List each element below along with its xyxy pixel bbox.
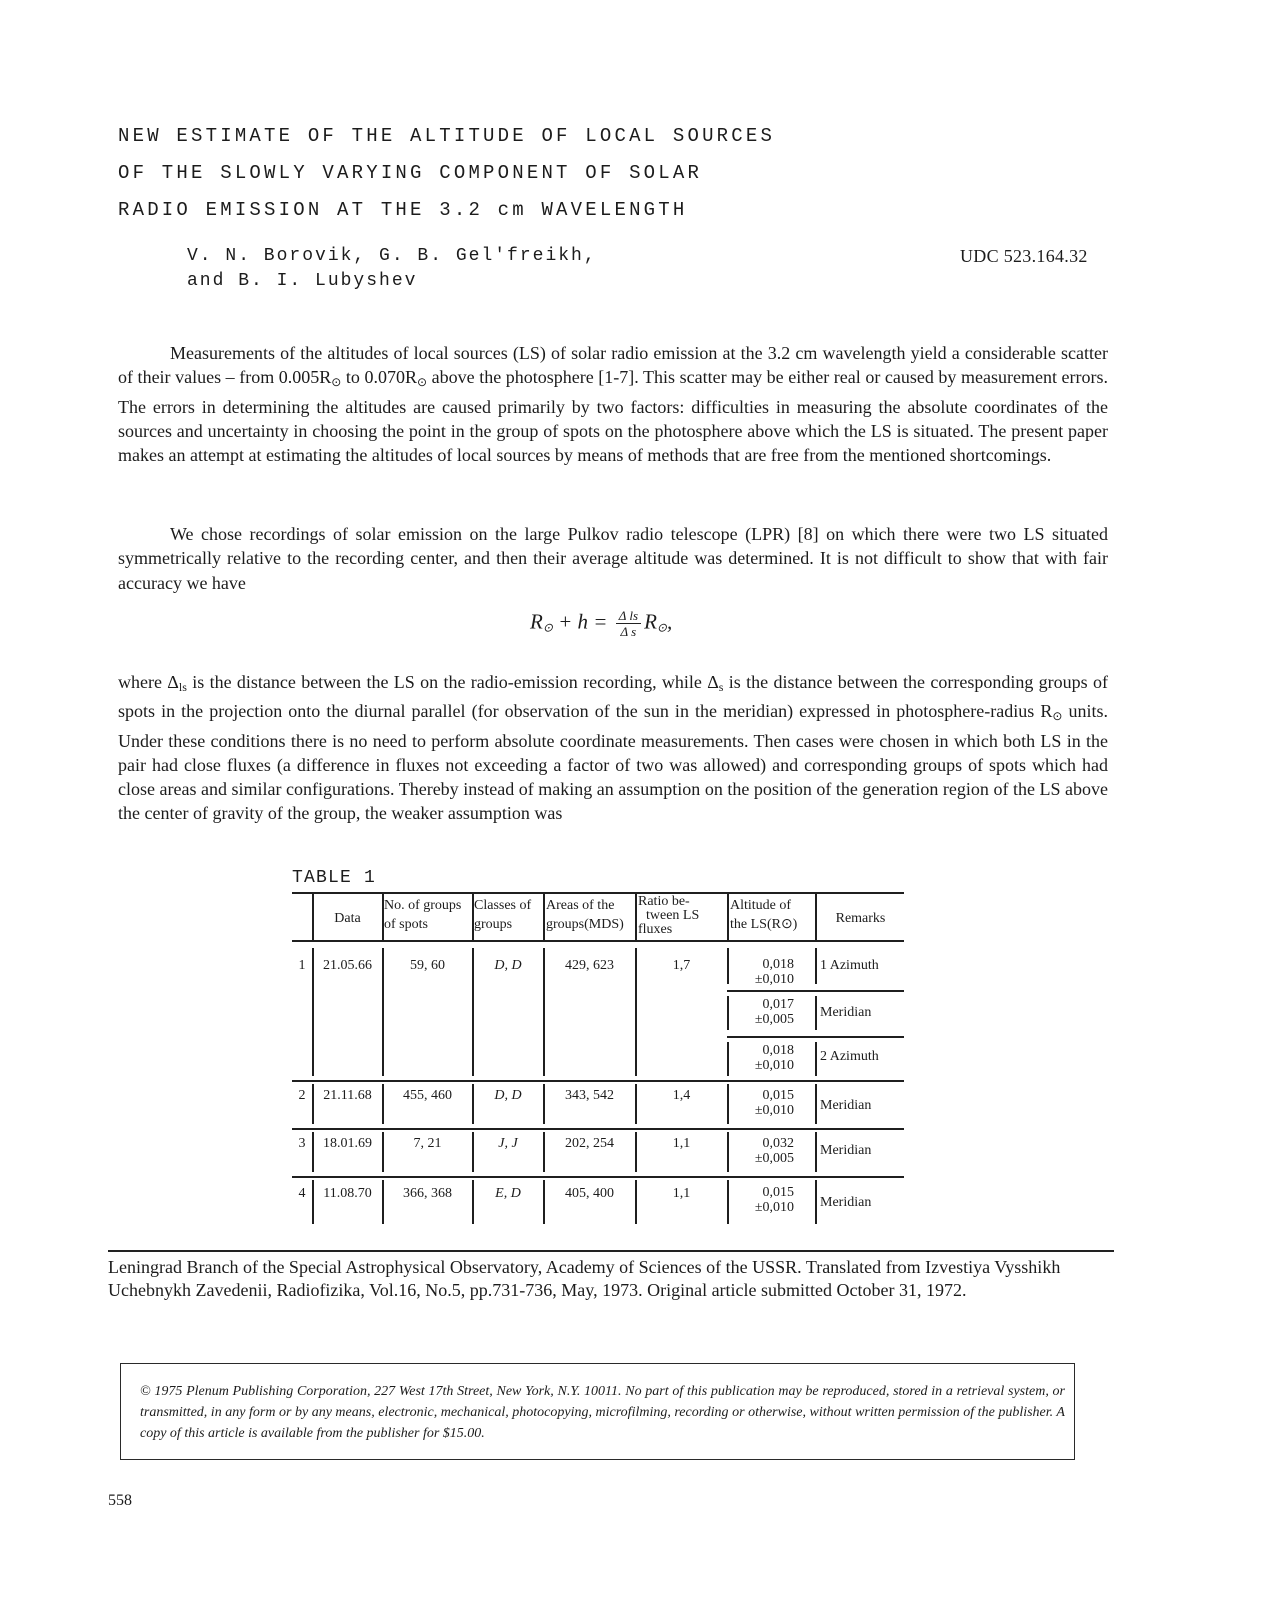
header-data: Data (334, 911, 361, 926)
row-2-number: 2 (298, 1088, 306, 1103)
row-4-groups: 366, 368 (403, 1186, 452, 1201)
header-remarks: Remarks (835, 911, 886, 926)
header-groups (384, 898, 474, 933)
equation-middle: + h = (552, 609, 613, 634)
authors-line-1: V. N. Borovik, G. B. Gel'freikh, (187, 246, 597, 266)
page-number: 558 (108, 1492, 132, 1509)
fraction-numerator: Δ ls (616, 608, 641, 624)
row-3-classes: J, J (498, 1136, 518, 1151)
udc-code: UDC 523.164.32 (960, 246, 1088, 266)
row-2-groups: 455, 460 (403, 1088, 452, 1103)
row-2-remark: Meridian (820, 1098, 872, 1113)
fraction-denominator: Δ s (620, 624, 637, 639)
row-4-classes: E, D (495, 1186, 521, 1201)
table-caption: TABLE 1 (292, 868, 377, 888)
row-2-date: 21.11.68 (323, 1088, 372, 1103)
row-4-altitude (728, 1185, 816, 1215)
altitude-value: 0,017 (762, 997, 794, 1012)
row-3-remark: Meridian (820, 1143, 872, 1158)
row-1b-remark: Meridian (820, 1005, 872, 1020)
altitude-error: ±0,010 (754, 1058, 794, 1073)
equation-end: , (666, 609, 673, 634)
paragraph-1-part-b: to 0.070R (341, 367, 418, 388)
row-2-ratio: 1,4 (672, 1088, 691, 1103)
header-altitude-line-1: Altitude of (730, 898, 792, 913)
equation (530, 608, 672, 639)
row-1-classes: D, D (494, 958, 522, 973)
subscript-s: s (718, 680, 724, 694)
equation-fraction (616, 608, 641, 639)
table-row-rule (292, 1128, 904, 1130)
paragraph-3-part-a: where Δ (118, 672, 179, 692)
row-1-date: 21.05.66 (323, 958, 372, 973)
header-areas-line-2: groups(MDS) (546, 917, 624, 932)
row-1-ratio: 1,7 (672, 958, 691, 973)
header-classes-line-2: groups (474, 917, 513, 932)
paragraph-3 (118, 670, 1108, 826)
row-4-number: 4 (298, 1186, 306, 1201)
header-areas (546, 898, 636, 933)
paragraph-1 (118, 341, 1108, 467)
row-1-groups: 59, 60 (410, 958, 445, 973)
row-1-number: 1 (298, 958, 306, 973)
title-line-1: NEW ESTIMATE OF THE ALTITUDE OF LOCAL SOURCES (118, 125, 776, 147)
table-top-rule (292, 892, 904, 894)
authors-line-2: and B. I. Lubyshev (187, 271, 418, 291)
paragraph-3-part-c: is the distance between the corresponding groups of spots in the projection onto the diurnal parallel (for observation of the sun in the meridian) expressed in photosphere-radius R (118, 672, 1108, 722)
row-3-date: 18.01.69 (323, 1136, 372, 1151)
authors (187, 244, 597, 294)
header-altitude (730, 898, 816, 933)
sun-symbol: ⊙ (331, 375, 342, 390)
header-ratio-line-2: tween LS (646, 908, 700, 923)
paragraph-3-part-d: units. Under these conditions there is no need to perform absolute coordinate measurements. Then cases were chosen in which both LS in the pair had close fluxes (a difference in fluxes not exceeding a factor of two was allowed) and corresponding groups of spots which had close areas and similar configurations. Thereby instead of making an assumption on the position of the generation region of the LS above the center of gravity of the group, the weaker assumption was (118, 701, 1108, 824)
table-subrow-rule (727, 1036, 904, 1038)
header-areas-line-1: Areas of the (546, 898, 615, 913)
row-2-areas: 343, 542 (565, 1088, 614, 1103)
header-classes-line-1: Classes of (474, 898, 532, 913)
table-col-divider (727, 894, 729, 940)
header-altitude-line-2: the LS(R⊙) (730, 917, 798, 932)
row-4-ratio: 1,1 (672, 1186, 691, 1201)
row-1c-remark: 2 Azimuth (820, 1049, 879, 1064)
row-3-ratio: 1,1 (672, 1136, 691, 1151)
altitude-value: 0,018 (762, 957, 794, 972)
altitude-value: 0,018 (762, 1043, 794, 1058)
paragraph-3-part-b: is the distance between the LS on the radio-emission recording, while Δ (186, 672, 719, 692)
row-4-areas: 405, 400 (565, 1186, 614, 1201)
paragraph-1-part-c: above the photosphere [1-7]. This scatter may be either real or caused by measurement errors. The errors in determining the altitudes are caused primarily by two factors: difficulties in measuring the absolute coordinates of the sources and uncertainty in choosing the point in the group of spots on the photosphere above which the LS is situated. The present paper makes an attempt at estimating the altitudes of local sources by means of methods that are free from the mentioned shortcomings. (118, 367, 1108, 466)
sun-symbol: ⊙ (1052, 709, 1063, 724)
sun-symbol: ⊙ (542, 620, 553, 635)
row-1c-altitude (728, 1043, 816, 1073)
row-4-remark: Meridian (820, 1195, 872, 1210)
altitude-value: 0,015 (762, 1088, 794, 1103)
header-ratio (638, 895, 726, 937)
paragraph-1-part-a: Measurements of the altitudes of local sources (LS) of solar radio emission at the 3.2 cm wavelength yield a considerable scatter of their values – from 0.005R (118, 343, 1108, 388)
table-header-rule (292, 940, 904, 942)
row-3-altitude (728, 1136, 816, 1166)
header-classes (474, 898, 544, 933)
article-title (118, 118, 878, 229)
affiliation-note: Leningrad Branch of the Special Astrophysical Observatory, Academy of Sciences of the USSR. Translated from Izvestiya Vysshikh Uchebnykh Zavedenii, Radiofizika, Vol.16, No.5, pp.731-736, May, 1973. Original article submitted October 31, 1972. (108, 1257, 1061, 1300)
row-1a-altitude (728, 957, 816, 987)
header-ratio-line-1: Ratio be- (638, 894, 690, 909)
row-1-areas: 429, 623 (565, 958, 614, 973)
table-subrow-rule (727, 990, 904, 992)
row-4-date: 11.08.70 (323, 1186, 372, 1201)
equation-left-r: R (530, 609, 543, 634)
row-3-number: 3 (298, 1136, 306, 1151)
title-line-2: OF THE SLOWLY VARYING COMPONENT OF SOLAR (118, 162, 703, 184)
altitude-value: 0,015 (762, 1185, 794, 1200)
row-2-altitude (728, 1088, 816, 1118)
table-row-rule (292, 1080, 904, 1082)
sun-symbol: ⊙ (417, 375, 428, 390)
header-ratio-line-3: fluxes (638, 922, 673, 937)
altitude-error: ±0,010 (754, 972, 794, 987)
equation-right-r: R (644, 609, 657, 634)
paragraph-2 (118, 522, 1108, 595)
row-2-classes: D, D (494, 1088, 522, 1103)
altitude-error: ±0,010 (754, 1103, 794, 1118)
subscript-ls: ls (178, 680, 187, 694)
row-3-areas: 202, 254 (565, 1136, 614, 1151)
header-groups-line-2: of spots (384, 917, 428, 932)
copyright-text: © 1975 Plenum Publishing Corporation, 227 West 17th Street, New York, N.Y. 10011. No part of this publication may be reproduced, stored in a retrieval system, or transmitted, in any form or by any means, electronic, mechanical, photocopying, microfilming, recording or otherwise, without written permission of the publisher. A copy of this article is available from the publisher for $15.00. (140, 1384, 1065, 1441)
altitude-error: ±0,005 (754, 1151, 794, 1166)
row-1a-remark: 1 Azimuth (820, 958, 879, 973)
footer-rule (108, 1250, 1114, 1252)
altitude-error: ±0,010 (754, 1200, 794, 1215)
altitude-error: ±0,005 (754, 1012, 794, 1027)
row-1b-altitude (728, 997, 816, 1027)
header-groups-line-1: No. of groups (384, 898, 462, 913)
altitude-value: 0,032 (762, 1136, 794, 1151)
paragraph-2-text: We chose recordings of solar emission on the large Pulkov radio telescope (LPR) [8] on which there were two LS situated symmetrically relative to the recording center, and then their average altitude was determined. It is not difficult to show that with fair accuracy we have (118, 524, 1108, 593)
sun-symbol: ⊙ (656, 620, 667, 635)
table-row-rule (292, 1176, 904, 1178)
title-line-3: RADIO EMISSION AT THE 3.2 cm WAVELENGTH (118, 199, 688, 221)
row-3-groups: 7, 21 (413, 1136, 442, 1151)
